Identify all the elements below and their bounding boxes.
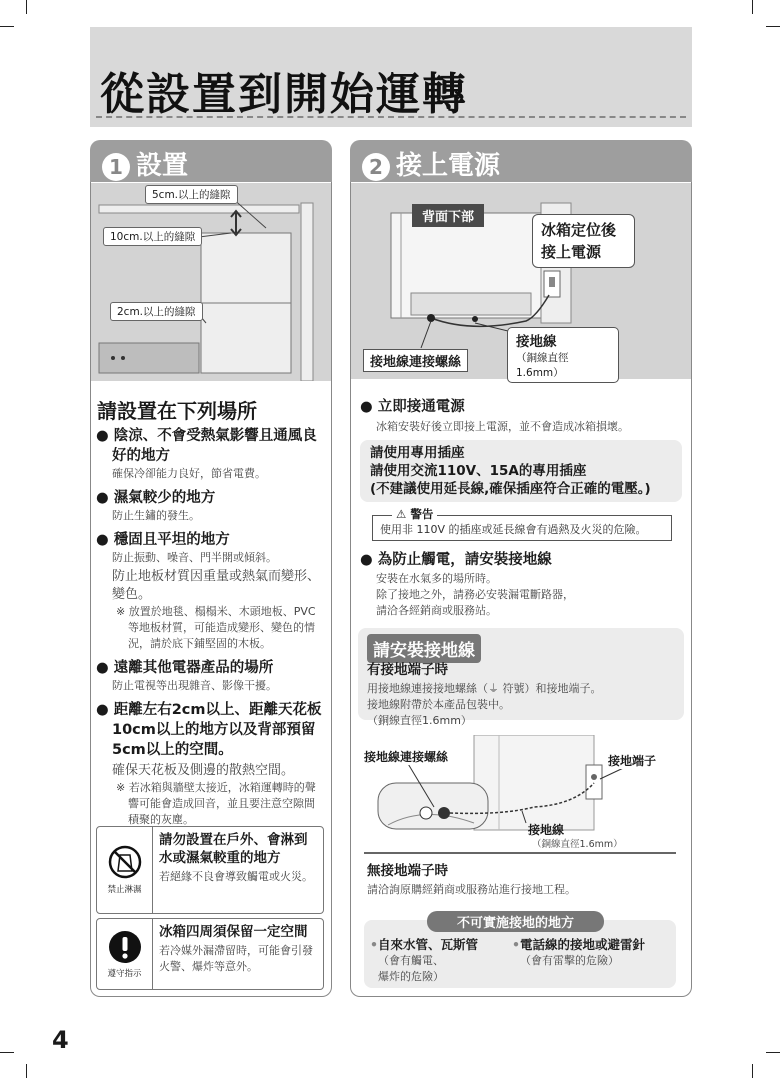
outlet-box: [360, 440, 682, 502]
shock-title: ● 為防止觸電，請安裝接地線: [360, 552, 552, 568]
item-title: ● 穩固且平坦的地方: [96, 532, 230, 548]
ground-wire-callout: [507, 327, 619, 383]
title-divider: [96, 116, 686, 118]
crop-mark: [26, 1064, 27, 1078]
notice-box: [96, 826, 324, 914]
power-callout: 冰箱定位後接上電源: [532, 214, 635, 268]
list-item: [96, 426, 324, 482]
diagram-wire-label: 接地線: [528, 823, 565, 837]
item-title: ● 距離左右2cm以上、距離天花板10cm以上的地方以及背部預留5cm以上的空間。: [96, 702, 322, 758]
no-ground-title: 不可實施接地的地方: [427, 911, 604, 932]
shock-desc: 安裝在水氣多的場所時。 除了接地之外，請務必安裝漏電斷路器， 請洽各經銷商或服務站。: [376, 572, 574, 617]
section1-heading: 設置: [136, 151, 189, 181]
outlet-line1: 請使用專用插座: [370, 445, 465, 461]
location-list: [96, 426, 324, 828]
with-terminal-title: 有接地端子時: [367, 662, 448, 678]
power-title: ● 立即接通電源: [360, 399, 465, 415]
gap-top-label: 5cm.以上的縫隙: [145, 185, 238, 204]
crop-mark: [0, 1052, 14, 1053]
notice-box: [96, 918, 324, 990]
item-desc: 確保天花板及側邊的散熱空間。: [112, 763, 295, 778]
item-desc2: 防止地板材質因重量或熱氣而變形、變色。: [112, 569, 321, 602]
no-water-icon: [108, 845, 142, 879]
crop-mark: [0, 26, 14, 27]
step-number: 1: [102, 153, 130, 181]
list-item: [96, 700, 324, 828]
crop-mark: [26, 0, 27, 14]
list-item: [96, 488, 324, 524]
section2-header: [350, 140, 692, 182]
notice-content: [153, 827, 323, 913]
warning-label: ⚠ 警告: [392, 506, 437, 522]
without-terminal-title: 無接地端子時: [367, 863, 448, 879]
crop-mark: [766, 1052, 780, 1053]
item-desc: 防止電視等出現雜音、影像干擾。: [112, 679, 277, 692]
ground-wire-label: 接地線: [516, 334, 557, 350]
list-item: [96, 530, 324, 652]
install-ground-heading: 請安裝接地線: [367, 634, 481, 663]
outlet-line2: 請使用交流110V、15A的專用插座: [370, 463, 587, 479]
item-note: ※ 若冰箱與牆壁太接近，冰箱運轉時的聲響可能會造成回音，並且要注意空隙間積聚的灰塵。: [116, 781, 316, 826]
diagram-wire-spec: （銅線直徑1.6mm）: [532, 839, 623, 850]
diagram-screw-label: 接地線連接螺絲: [364, 750, 449, 764]
item-title: ● 濕氣較少的地方: [96, 490, 216, 506]
notice-content: [153, 919, 323, 989]
section2-heading: 接上電源: [396, 151, 501, 181]
outlet-line3: (不建議使用延長線,確保插座符合正確的電壓。): [370, 481, 651, 497]
gap-ceiling-label: 10cm.以上的縫隙: [103, 227, 202, 246]
diagram-terminal-label: 接地端子: [608, 754, 657, 768]
notice-desc: 若冷媒外漏滯留時，可能會引發火警、爆炸等意外。: [159, 944, 313, 973]
item-title: ● 遠離其他電器產品的場所: [96, 660, 274, 676]
list-item: [96, 658, 324, 694]
no-ground-item1: •自來水管、瓦斯管: [370, 937, 479, 952]
item-note: ※ 放置於地毯、榻榻米、木頭地板、PVC等地板材質，可能造成變形、變色的情況，請於底下鋪堅固的木板。: [116, 605, 316, 650]
item-desc: 防止振動、噪音、門半開或傾斜。: [112, 551, 277, 564]
page-title: 從設置到開始運轉: [100, 69, 468, 120]
warning-text: 使用非 110V 的插座或延長線會有過熱及火災的危險。: [380, 523, 647, 536]
notice-icon-label: 禁止淋濕: [107, 885, 142, 895]
back-label: 背面下部: [412, 204, 484, 227]
power-desc: 冰箱安裝好後立即接上電源，並不會造成冰箱損壞。: [376, 420, 629, 433]
item-desc: 確保冷卻能力良好，節省電費。: [112, 467, 266, 480]
wire-spec-label: （銅線直徑1.6mm）: [516, 352, 569, 379]
no-ground-item1-desc: （會有觸電、 爆炸的危險）: [378, 954, 444, 983]
crop-mark: [752, 0, 753, 14]
notice-icon-cell: [97, 919, 153, 989]
location-heading: 請設置在下列場所: [97, 399, 257, 423]
no-ground-item2: •電話線的接地或避雷針: [512, 937, 646, 952]
page-number: 4: [52, 1026, 69, 1054]
clearance-diagram: [91, 183, 331, 381]
exclamation-icon: [108, 930, 142, 964]
notice-icon-label: 遵守指示: [107, 968, 142, 979]
step-number: 2: [362, 153, 390, 181]
without-terminal-desc: 請洽詢原購經銷商或服務站進行接地工程。: [367, 883, 576, 896]
notice-title: 冰箱四周須保留一定空間: [159, 924, 308, 940]
notice-icon-cell: [97, 827, 153, 913]
crop-mark: [752, 1064, 753, 1078]
item-title: ● 陰涼、不會受熱氣影響且通風良好的地方: [96, 428, 317, 464]
item-desc: 防止生鏽的發生。: [112, 509, 200, 522]
crop-mark: [766, 26, 780, 27]
divider: [364, 852, 676, 854]
with-terminal-desc: 用接地線連接接地螺絲（⏚ 符號）和接地端子。 接地線附帶於本產品包裝中。 （銅線直徑1.6mm）: [367, 682, 602, 727]
no-ground-item2-desc: （會有雷擊的危險）: [520, 954, 619, 967]
section1-header: [90, 140, 332, 182]
notice-title: 請勿設置在戶外、會淋到水或濕氣較重的地方: [159, 832, 308, 866]
ground-screw-label: 接地線連接螺絲: [363, 349, 468, 372]
gap-side-label: 2cm.以上的縫隙: [110, 302, 203, 321]
warning-icon: ⚠: [396, 507, 407, 521]
notice-desc: 若絕緣不良會導致觸電或火災。: [159, 870, 313, 883]
